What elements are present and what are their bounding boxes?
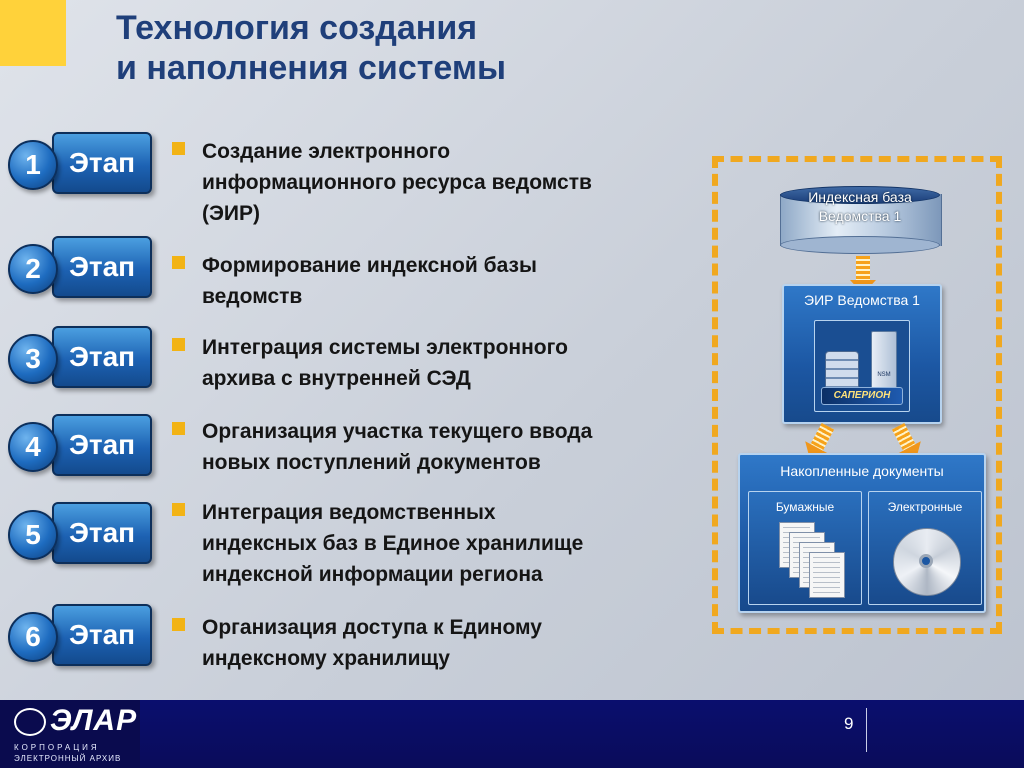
title-line-1: Технология создания: [116, 9, 478, 47]
server-label: NSM: [877, 372, 891, 378]
bullet-line: Организация участка текущего ввода: [202, 420, 593, 443]
index-database-line-2: Ведомства 1: [818, 208, 902, 224]
bullet-text: [202, 332, 692, 394]
bullet-line: индексных баз в Единое хранилище: [202, 532, 584, 555]
stage-label: Этап: [52, 604, 152, 666]
bullet-line: (ЭИР): [202, 202, 261, 225]
arrow-shaft: [856, 256, 870, 280]
accumulated-documents-panel: [738, 453, 986, 613]
electronic-documents-label: Электронные: [887, 500, 963, 514]
bullet-line: Формирование индексной базы: [202, 254, 537, 277]
bullet-item-3: [172, 332, 692, 394]
bullet-item-6: [172, 612, 692, 674]
bullet-marker: [172, 338, 185, 351]
bullet-line: информационного ресурса ведомств: [202, 171, 592, 194]
stage-number: 3: [8, 334, 58, 384]
stage-label: Этап: [52, 414, 152, 476]
stage-1-badge: [8, 132, 150, 198]
electronic-documents-card: [868, 491, 982, 605]
eir-system-image: [814, 320, 910, 412]
bullet-line: индексному хранилищу: [202, 647, 450, 670]
cd-disc-icon: [893, 528, 961, 596]
logo-subtitle-1: КОРПОРАЦИЯ: [14, 743, 100, 752]
stage-number: 2: [8, 244, 58, 294]
stage-number: 4: [8, 422, 58, 472]
bullet-text: [202, 416, 692, 478]
stage-6-badge: [8, 604, 150, 670]
bullet-marker: [172, 618, 185, 631]
logo-subtitle-2: ЭЛЕКТРОННЫЙ АРХИВ: [14, 754, 122, 763]
bullet-line: новых поступлений документов: [202, 451, 541, 474]
bullet-marker: [172, 503, 185, 516]
bullet-line: индексной информации региона: [202, 563, 543, 586]
bullet-item-5: [172, 497, 692, 590]
bullet-line: Организация доступа к Единому: [202, 616, 542, 639]
index-database-icon: [780, 186, 940, 254]
logo-mark-icon: [14, 708, 46, 736]
footer-bar: [0, 700, 1024, 768]
bullet-line: архива с внутренней СЭД: [202, 367, 471, 390]
bullet-item-2: [172, 250, 692, 312]
bullet-text: [202, 136, 692, 229]
stage-number: 1: [8, 140, 58, 190]
page-number: 9: [844, 714, 854, 733]
stage-label: Этап: [52, 236, 152, 298]
bullet-marker: [172, 422, 185, 435]
paper-documents-card: [748, 491, 862, 605]
stage-2-badge: [8, 236, 150, 302]
bullet-text: [202, 497, 692, 590]
bullet-text: [202, 612, 692, 674]
logo-text: ЭЛАР: [50, 704, 138, 737]
bullet-item-1: [172, 136, 692, 229]
saperion-logo: САПЕРИОН: [821, 387, 903, 405]
eir-panel: [782, 284, 942, 424]
bullet-item-4: [172, 416, 692, 478]
index-database-line-1: Индексная база: [808, 189, 912, 205]
bullet-line: ведомств: [202, 285, 303, 308]
bullet-line: Создание электронного: [202, 140, 451, 163]
bullet-marker: [172, 256, 185, 269]
stage-label: Этап: [52, 502, 152, 564]
accent-square: [0, 0, 66, 66]
eir-title: ЭИР Ведомства 1: [804, 292, 920, 308]
stage-label: Этап: [52, 326, 152, 388]
title-line-2: и наполнения системы: [116, 49, 507, 87]
page-title: [116, 8, 506, 88]
bullet-text: [202, 250, 692, 312]
index-database-label: [780, 188, 940, 226]
company-logo: [0, 700, 140, 768]
footer-divider: [866, 708, 867, 752]
stage-4-badge: [8, 414, 150, 480]
database-bottom: [780, 236, 940, 254]
stage-number: 6: [8, 612, 58, 662]
bullet-line: Интеграция ведомственных: [202, 501, 496, 524]
bullet-line: Интеграция системы электронного: [202, 336, 568, 359]
paper-documents-label: Бумажные: [775, 500, 835, 514]
stage-number: 5: [8, 510, 58, 560]
storage-disks-icon: [825, 351, 859, 391]
server-icon: [871, 331, 897, 389]
docs-title: Накопленные документы: [780, 463, 944, 479]
paper-page-icon: [809, 552, 845, 598]
stage-5-badge: [8, 502, 150, 568]
bullet-marker: [172, 142, 185, 155]
stage-label: Этап: [52, 132, 152, 194]
stage-3-badge: [8, 326, 150, 392]
